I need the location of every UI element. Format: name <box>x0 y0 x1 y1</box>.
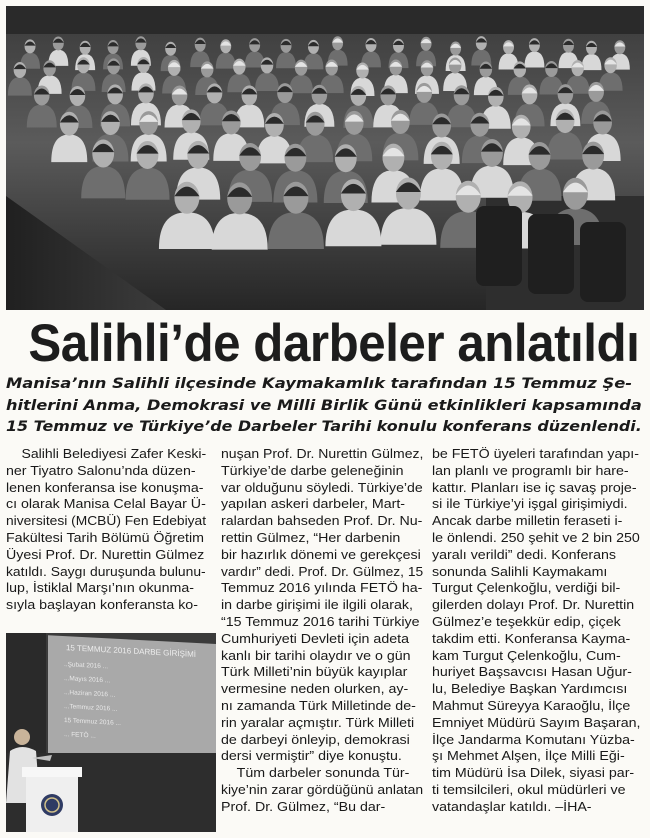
text-line: be FETÖ üyeleri tarafından yapı- <box>432 447 639 461</box>
text-line: Turgut Çelenkoğlu, verdiği bil- <box>432 581 621 596</box>
headline: Salihli’de darbeler anlatıldı <box>28 314 640 373</box>
text-line: Ancak darbe milletin feraseti i- <box>432 514 623 529</box>
text-line: lu, Belediye Başkan Yardımcısı <box>432 682 628 697</box>
text-line: si ile Türkiye’yi işgal girişimiydi. <box>432 497 628 512</box>
text-line: ti temsilcileri, okul müdürleri ve <box>432 782 626 797</box>
text-line: Fakültesi Tarih Bölümü Öğretim <box>6 530 204 545</box>
slide-line: ... FETÖ ... <box>64 731 96 740</box>
text-line: sonunda Salihli Kaymakamı <box>432 564 608 579</box>
text-line: Emniyet Müdürü Sayım Başaran, <box>432 715 641 730</box>
slide-line: ...Haziran 2016 ... <box>64 689 116 699</box>
text-line: Türk Milleti’nin büyük kayıplar <box>221 665 408 680</box>
text-line: Tüm darbeler sonunda Tür- <box>236 766 410 781</box>
text-line: yaralı verildi” dedi. Konferans <box>432 547 617 562</box>
slide-line: 15 Temmuz 2016 ... <box>64 717 121 728</box>
text-line: var olduğunu söyledi. Türkiye’de <box>221 480 423 495</box>
text-line: le önlendi. 250 şehit ve 2 bin 250 <box>432 530 640 545</box>
text-line: lup, İstiklal Marşı’nın okunma- <box>6 581 194 596</box>
text-line: Gülmez’e teşekkür edip, çiçek <box>432 614 621 629</box>
text-line: rin yaralar açmıştır. Türk Milleti <box>221 715 415 730</box>
text-line: rettin Gülmez, “Her darbenin <box>221 530 401 545</box>
text-line: niversitesi (MCBÜ) Fen Edebiyat <box>6 514 207 529</box>
text-line: kam Turgut Çelenkoğlu, Cum- <box>432 648 621 663</box>
text-line: kattır. Planları ise iç savaş proje- <box>432 480 637 495</box>
article-column-2 <box>221 446 424 816</box>
article-column-3 <box>432 446 646 816</box>
text-line: bir hazırlık dönemi ve gerekçesi <box>221 547 421 562</box>
text-line: katıldı. Saygı duruşunda bulunu- <box>6 564 206 579</box>
lead-paragraph <box>6 373 644 438</box>
lead-line: Manisa’nın Salihli ilçesinde Kaymakamlık tarafından 15 Temmuz Şe- <box>6 375 633 392</box>
text-line: şı Mehmet Alşen, İlçe Milli Eği- <box>432 749 625 764</box>
text-line: Türkiye’de darbe geleneğinin <box>221 463 404 478</box>
slide-title: 15 TEMMUZ 2016 DARBE GİRİŞİMİ <box>66 643 197 659</box>
text-line: Cumhuriyeti Devleti için adeta <box>221 631 409 646</box>
text-line: cı olarak Manisa Celal Bayar Ü- <box>6 497 206 512</box>
text-line: huriyet Başsavcısı Hasan Uğur- <box>432 665 632 680</box>
text-line: İlçe Jandarma Komutanı Yüzba- <box>432 732 635 747</box>
text-line: nı zamanda Türk Milletinde de- <box>221 698 416 713</box>
lead-line: 15 Temmuz ve Türkiye’de Darbeler Tarihi konulu konferans düzenlendi. <box>6 418 642 435</box>
main-photo <box>6 6 644 310</box>
text-line: gilerden dolayı Prof. Dr. Nurettin <box>432 598 635 613</box>
text-line: takdim etti. Konferansa Kayma- <box>432 631 631 646</box>
text-line: lenen konferansa ise konuşma- <box>6 480 204 495</box>
text-line: tim Müdürü İsa Dilek, siyasi par- <box>432 766 635 781</box>
slide-line: ...Mayıs 2016 ... <box>64 675 111 685</box>
text-line: dersi vermiştir” diye konuştu. <box>221 749 402 764</box>
text-line: vermesine neden olurken, ay- <box>221 682 409 697</box>
article-column-1 <box>6 446 206 614</box>
text-line: lan planlı ve programlı bir hare- <box>432 463 629 478</box>
text-line: Üyesi Prof. Dr. Nurettin Gülmez <box>6 547 205 562</box>
text-line: Mahmut Süreyya Karaoğlu, İlçe <box>432 698 631 713</box>
text-line: kanlı bir tarihi olaydır ve o gün <box>221 648 411 663</box>
inset-photo <box>6 633 216 832</box>
text-line: “15 Temmuz 2016 tarihi Türkiye <box>221 614 420 629</box>
text-line: ralardan bahseden Prof. Dr. Nu- <box>221 514 423 529</box>
text-line: kiye’nin zarar gördüğünü anlatan <box>221 782 424 797</box>
text-line: vatandaşlar katıldı. –İHA- <box>432 799 592 814</box>
text-line: sıyla başlayan konferansta ko- <box>6 598 198 613</box>
text-line: Temmuz 2016 yılında FETÖ ha- <box>221 581 423 596</box>
lead-line: hitlerini Anma, Demokrasi ve Milli Birlik Günü etkinlikleri kapsamında <box>6 396 642 414</box>
text-line: Prof. Dr. Gülmez, “Bu dar- <box>221 799 386 814</box>
text-line: nuşan Prof. Dr. Nurettin Gülmez, <box>221 447 424 461</box>
text-line: yapılan askeri darbeler, Mart- <box>221 497 406 512</box>
text-line: vardır” dedi. Prof. Dr. Gülmez, 15 <box>221 564 424 579</box>
text-line: in darbe girişimi ile ilgili olarak, <box>221 598 413 613</box>
text-line: ner Tiyatro Salonu’nda düzen- <box>6 463 196 478</box>
text-line: Salihli Belediyesi Zafer Keski- <box>21 447 207 461</box>
slide-line: ...Temmuz 2016 ... <box>64 703 118 713</box>
text-line: de darbeyi önleyip, demokrasi <box>221 732 410 747</box>
slide-line: ..Şubat 2016 ... <box>64 661 109 671</box>
